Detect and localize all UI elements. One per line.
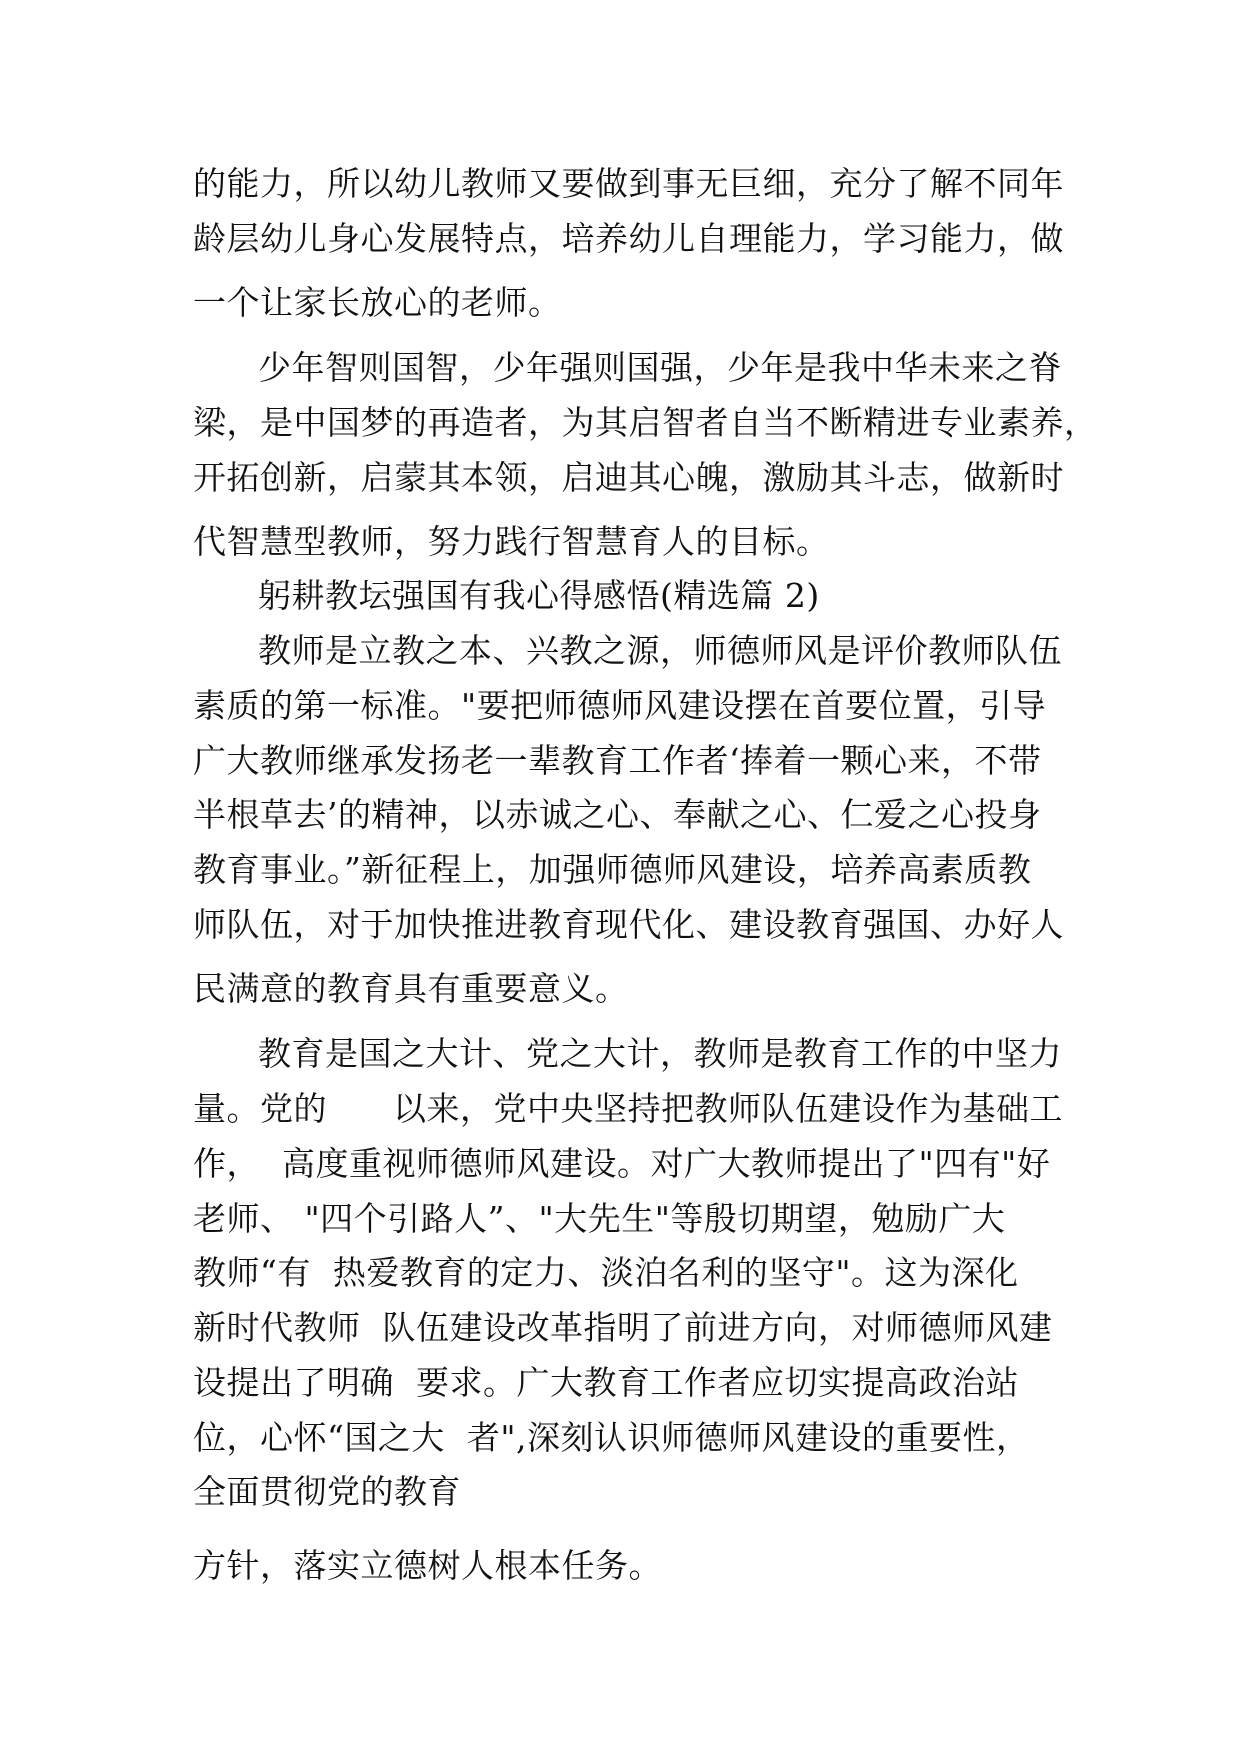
text-line: 龄层幼儿身心发展特点，培养幼儿自理能力，学习能力，做 [193,219,1064,258]
text-line: 教育事业。”新征程上，加强师德师风建设，培养高素质教 [193,850,1032,889]
text-line: 广大教师继承发扬老一辈教育工作者‘捧着一颗心来，不带 [193,741,1042,780]
text-line: 全面贯彻党的教育 [193,1472,461,1511]
text-line: 位，心怀“国之大 者",深刻认识师德师风建设的重要性， [193,1418,1030,1457]
text-line: 梁，是中国梦的再造者，为其启智者自当不断精进专业素养， [193,403,1098,442]
text-line: 作， 高度重视师德师风建设。对广大教师提出了"四有"好 [193,1144,1051,1183]
section-heading: 躬耕教坛强国有我心得感悟(精选篇 2) [258,576,820,615]
text-line: 设提出了明确 要求。广大教育工作者应切实提高政治站 [193,1363,1019,1402]
text-line: 教师是立教之本、兴教之源，师德师风是评价教师队伍 [258,631,1062,670]
text-line: 新时代教师 队伍建设改革指明了前进方向，对师德师风建 [193,1308,1053,1347]
text-line: 素质的第一标准。"要把师德师风建设摆在首要位置，引导 [193,686,1047,725]
text-line: 教师“有 热爱教育的定力、淡泊名利的坚守"。这为深化 [193,1253,1019,1292]
text-line: 开拓创新，启蒙其本领，启迪其心魄，激励其斗志，做新时 [193,458,1064,497]
text-line: 的能力，所以幼儿教师又要做到事无巨细，充分了解不同年 [193,164,1064,203]
text-line: 教育是国之大计、党之大计，教师是教育工作的中坚力 [258,1034,1062,1073]
text-line: 代智慧型教师，努力践行智慧育人的目标。 [193,522,830,561]
text-line: 量。党的 以来，党中央坚持把教师队伍建设作为基础工 [193,1089,1063,1128]
text-line: 师队伍，对于加快推进教育现代化、建设教育强国、办好人 [193,905,1064,944]
text-line: 少年智则国智，少年强则国强，少年是我中华未来之脊 [258,348,1062,387]
text-line: 老师、 "四个引路人”、"大先生"等殷切期望，勉励广大 [193,1199,1006,1238]
text-line: 半根草去’的精神，以赤诚之心、奉献之心、仁爱之心投身 [193,795,1042,834]
text-line: 民满意的教育具有重要意义。 [193,969,629,1008]
text-line: 一个让家长放心的老师。 [193,283,562,322]
text-line: 方针，落实立德树人根本任务。 [193,1546,662,1585]
